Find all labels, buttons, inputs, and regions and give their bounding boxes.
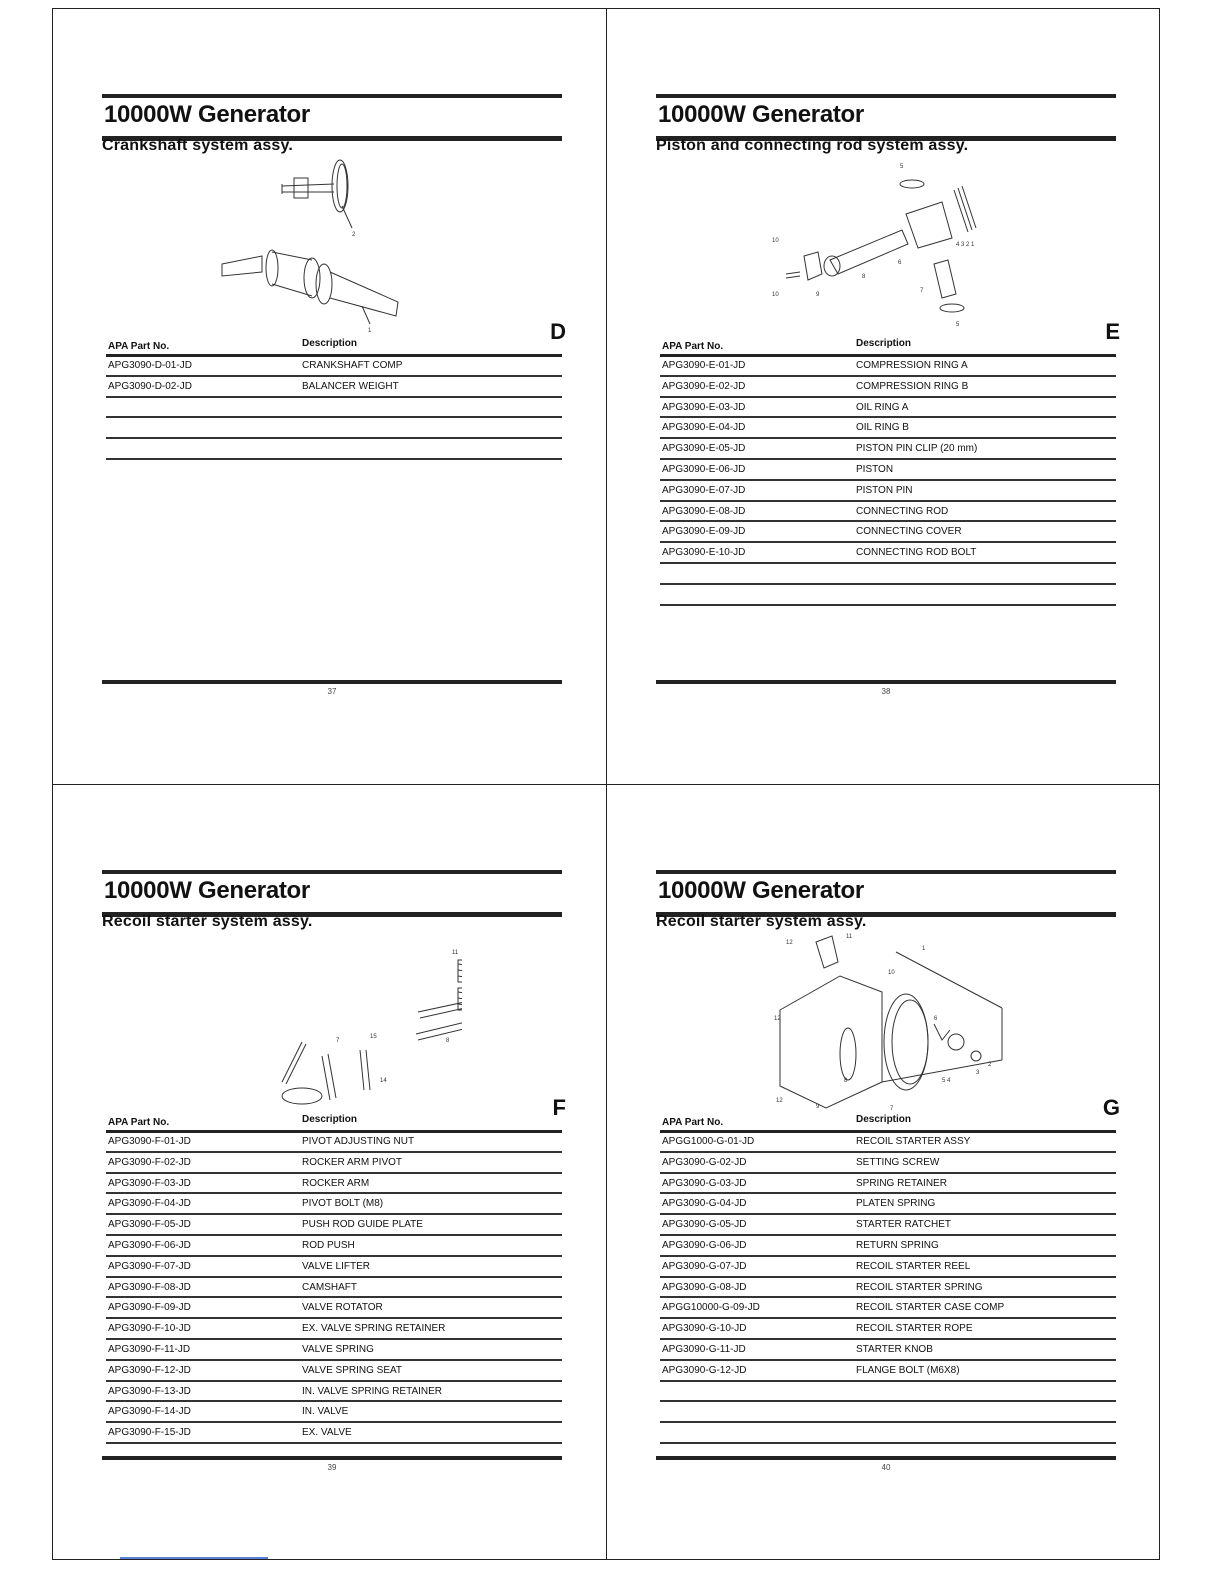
table-row (660, 398, 1116, 419)
svg-text:6: 6 (934, 1016, 938, 1022)
part-description: RECOIL STARTER REEL (856, 1260, 971, 1272)
part-description: VALVE SPRING (302, 1343, 374, 1355)
table-row (106, 1257, 562, 1278)
piston-diagram (756, 156, 1016, 336)
part-number: APG3090-F-07-JD (108, 1260, 191, 1272)
svg-text:4 3 2 1: 4 3 2 1 (956, 242, 975, 248)
svg-text:5: 5 (900, 164, 904, 170)
recoil-starter-diagram (756, 932, 1016, 1112)
table-row (106, 1423, 562, 1444)
svg-text:11: 11 (452, 950, 459, 956)
part-description: COMPRESSION RING B (856, 380, 969, 392)
part-description: RECOIL STARTER CASE COMP (856, 1302, 1005, 1314)
part-description: CONNECTING ROD BOLT (856, 547, 977, 559)
table-row (660, 481, 1116, 502)
page-number: 38 (881, 687, 891, 696)
page-title: 10000W Generator (104, 101, 310, 128)
table-row (660, 1319, 1116, 1340)
part-description: PISTON (856, 463, 894, 475)
part-description: OIL RING A (856, 401, 909, 413)
part-number: APG3090-G-11-JD (662, 1343, 746, 1355)
part-number: APGG1000-G-01-JD (662, 1136, 755, 1147)
header-description: Description (856, 1114, 912, 1125)
part-description: CAMSHAFT (302, 1281, 357, 1293)
part-number: APG3090-F-04-JD (108, 1198, 191, 1210)
parts-table (106, 356, 562, 460)
page-subtitle: Piston and connecting rod system assy. (656, 137, 969, 154)
page-title: 10000W Generator (658, 877, 864, 904)
footer-rule (656, 680, 1116, 684)
table-row (660, 1361, 1116, 1382)
svg-text:8: 8 (446, 1038, 450, 1044)
part-number: APG3090-G-08-JD (662, 1281, 747, 1293)
table-row (660, 522, 1116, 543)
part-number: APG3090-G-03-JD (662, 1177, 747, 1189)
table-row (660, 1257, 1116, 1278)
table-header (660, 338, 1116, 357)
part-number: APG3090-G-05-JD (662, 1219, 747, 1231)
table-row (106, 377, 562, 398)
part-number: APG3090-F-01-JD (108, 1136, 191, 1147)
table-row (660, 564, 1116, 585)
part-number: APG3090-F-11-JD (108, 1343, 191, 1355)
table-header (106, 1114, 562, 1133)
header-part-no: APA Part No. (108, 341, 170, 352)
part-description: IN. VALVE SPRING RETAINER (302, 1385, 443, 1397)
part-description: RECOIL STARTER ASSY (856, 1136, 971, 1147)
svg-text:5: 5 (956, 322, 960, 328)
footer-rule (102, 1456, 562, 1460)
svg-text:12: 12 (776, 1098, 783, 1104)
part-description: CONNECTING COVER (856, 526, 962, 538)
table-row (106, 1402, 562, 1423)
svg-text:7: 7 (920, 288, 924, 294)
svg-text:11: 11 (846, 934, 853, 940)
svg-text:5 4: 5 4 (942, 1078, 951, 1084)
table-row (106, 398, 562, 419)
part-description: CONNECTING ROD (856, 505, 949, 517)
part-description: PLATEN SPRING (856, 1198, 936, 1210)
svg-text:1: 1 (922, 946, 926, 952)
table-row (660, 377, 1116, 398)
part-number: APG3090-F-14-JD (108, 1406, 191, 1418)
table-row (660, 543, 1116, 564)
page-subtitle: Recoil starter system assy. (102, 913, 313, 930)
part-description: OIL RING B (856, 422, 909, 434)
part-description: ROCKER ARM PIVOT (302, 1156, 403, 1168)
part-number: APG3090-F-02-JD (108, 1156, 191, 1168)
blue-underline (120, 1557, 268, 1559)
table-row (106, 1236, 562, 1257)
part-description: IN. VALVE (302, 1406, 349, 1418)
part-number: APG3090-E-05-JD (662, 443, 746, 455)
page-subtitle: Crankshaft system assy. (102, 137, 294, 154)
part-description: SPRING RETAINER (856, 1177, 947, 1189)
table-row (106, 1319, 562, 1340)
table-row (660, 502, 1116, 523)
part-number: APG3090-F-10-JD (108, 1323, 191, 1335)
page-number: 39 (327, 1463, 337, 1472)
parts-table (660, 1132, 1116, 1444)
crankshaft-diagram (202, 156, 462, 336)
part-description: RECOIL STARTER SPRING (856, 1281, 983, 1293)
footer-rule (656, 1456, 1116, 1460)
section-letter: D (550, 319, 566, 344)
page-title-bar (656, 94, 1116, 141)
table-row (660, 418, 1116, 439)
footer-rule (102, 680, 562, 684)
table-row (660, 1423, 1116, 1444)
part-description: SETTING SCREW (856, 1156, 940, 1168)
part-number: APG3090-E-06-JD (662, 463, 746, 475)
table-row (660, 356, 1116, 377)
part-number: APG3090-E-04-JD (662, 422, 746, 434)
part-number: APG3090-F-06-JD (108, 1239, 191, 1251)
part-description: RETURN SPRING (856, 1239, 939, 1251)
page-title: 10000W Generator (104, 877, 310, 904)
part-number: APG3090-F-08-JD (108, 1281, 191, 1293)
table-row (106, 356, 562, 377)
table-header (660, 1114, 1116, 1133)
svg-text:14: 14 (380, 1078, 387, 1084)
part-number: APG3090-G-02-JD (662, 1156, 747, 1168)
svg-text:10: 10 (888, 970, 895, 976)
table-header (106, 338, 562, 357)
page-title: 10000W Generator (658, 101, 864, 128)
page-subtitle: Recoil starter system assy. (656, 913, 867, 930)
page-title-bar (102, 870, 562, 917)
table-row (660, 460, 1116, 481)
parts-table (106, 1132, 562, 1444)
table-row (660, 1194, 1116, 1215)
part-description: COMPRESSION RING A (856, 360, 968, 371)
page-number: 40 (881, 1463, 891, 1472)
part-number: APG3090-E-02-JD (662, 380, 746, 392)
svg-text:9: 9 (816, 292, 820, 298)
part-description: VALVE ROTATOR (302, 1302, 383, 1314)
svg-text:2: 2 (352, 232, 356, 238)
svg-text:6: 6 (898, 260, 902, 266)
part-number: APG3090-G-07-JD (662, 1260, 747, 1272)
table-row (106, 1278, 562, 1299)
part-number: APG3090-G-10-JD (662, 1323, 747, 1335)
svg-text:8: 8 (862, 274, 866, 280)
part-description: PIVOT ADJUSTING NUT (302, 1136, 415, 1147)
part-number: APG3090-D-02-JD (108, 380, 192, 392)
part-number: APG3090-E-01-JD (662, 360, 746, 371)
table-row (660, 1215, 1116, 1236)
table-row (106, 418, 562, 439)
table-row (106, 1174, 562, 1195)
table-row (660, 1153, 1116, 1174)
header-description: Description (302, 1114, 358, 1125)
table-row (106, 1382, 562, 1403)
table-row (660, 1132, 1116, 1153)
header-description: Description (302, 338, 358, 349)
part-number: APG3090-E-03-JD (662, 401, 746, 413)
part-number: APG3090-F-03-JD (108, 1177, 191, 1189)
svg-text:15: 15 (370, 1034, 377, 1040)
page-number: 37 (327, 687, 337, 696)
table-row (106, 1361, 562, 1382)
parts-table (660, 356, 1116, 606)
header-part-no: APA Part No. (108, 1117, 170, 1128)
table-row (660, 1402, 1116, 1423)
table-row (660, 585, 1116, 606)
horizontal-divider (52, 784, 1160, 785)
table-row (660, 1382, 1116, 1403)
table-row (106, 439, 562, 460)
part-description: CRANKSHAFT COMP (302, 360, 403, 371)
table-row (660, 1278, 1116, 1299)
part-number: APG3090-E-08-JD (662, 505, 746, 517)
svg-text:12: 12 (774, 1016, 781, 1022)
part-number: APG3090-F-12-JD (108, 1364, 191, 1376)
part-description: PIVOT BOLT (M8) (302, 1198, 384, 1210)
part-number: APG3090-F-09-JD (108, 1302, 191, 1314)
valve-train-diagram (202, 932, 462, 1112)
part-description: BALANCER WEIGHT (302, 380, 399, 392)
page-title-bar (656, 870, 1116, 917)
part-number: APG3090-D-01-JD (108, 360, 192, 371)
part-description: VALVE SPRING SEAT (302, 1364, 403, 1376)
table-row (660, 1340, 1116, 1361)
svg-text:10: 10 (772, 292, 779, 298)
part-number: APG3090-G-06-JD (662, 1239, 747, 1251)
svg-text:8: 8 (844, 1078, 848, 1084)
part-number: APG3090-F-13-JD (108, 1385, 191, 1397)
section-letter: G (1102, 1095, 1120, 1120)
part-number: APG3090-G-12-JD (662, 1364, 747, 1376)
table-row (660, 439, 1116, 460)
part-description: PISTON PIN CLIP (20 mm) (856, 443, 978, 455)
part-number: APGG10000-G-09-JD (662, 1302, 760, 1314)
svg-text:9: 9 (816, 1104, 820, 1110)
part-number: APG3090-F-05-JD (108, 1219, 191, 1231)
part-description: STARTER RATCHET (856, 1219, 952, 1231)
part-description: RECOIL STARTER ROPE (856, 1323, 973, 1335)
part-description: EX. VALVE (302, 1427, 352, 1439)
section-letter: E (1105, 319, 1120, 344)
table-row (106, 1132, 562, 1153)
part-number: APG3090-E-07-JD (662, 484, 746, 496)
part-description: FLANGE BOLT (M6X8) (856, 1364, 960, 1376)
section-letter: F (552, 1095, 566, 1120)
part-description: PUSH ROD GUIDE PLATE (302, 1219, 423, 1231)
part-description: ROCKER ARM (302, 1177, 370, 1189)
part-description: ROD PUSH (302, 1239, 355, 1251)
table-row (106, 1153, 562, 1174)
svg-text:10: 10 (772, 238, 779, 244)
page-valve-train (102, 870, 566, 1510)
table-row (106, 1340, 562, 1361)
table-row (106, 1298, 562, 1319)
svg-text:7: 7 (890, 1106, 894, 1112)
part-description: STARTER KNOB (856, 1343, 933, 1355)
part-description: VALVE LIFTER (302, 1260, 370, 1272)
part-number: APG3090-G-04-JD (662, 1198, 747, 1210)
svg-text:1: 1 (368, 328, 372, 334)
part-number: APG3090-E-09-JD (662, 526, 746, 538)
header-part-no: APA Part No. (662, 1117, 724, 1128)
page-piston (656, 94, 1120, 734)
page-title-bar (102, 94, 562, 141)
page-recoil-starter (656, 870, 1120, 1510)
page-crankshaft (102, 94, 566, 734)
table-row (660, 1174, 1116, 1195)
svg-text:3: 3 (976, 1070, 980, 1076)
svg-text:2: 2 (988, 1062, 992, 1068)
table-row (660, 1298, 1116, 1319)
header-part-no: APA Part No. (662, 341, 724, 352)
table-row (660, 1236, 1116, 1257)
part-number: APG3090-E-10-JD (662, 547, 746, 559)
part-description: PISTON PIN (856, 484, 913, 496)
svg-text:12: 12 (786, 940, 793, 946)
part-number: APG3090-F-15-JD (108, 1427, 191, 1439)
part-description: EX. VALVE SPRING RETAINER (302, 1323, 446, 1335)
header-description: Description (856, 338, 912, 349)
table-row (106, 1194, 562, 1215)
table-row (106, 1215, 562, 1236)
svg-text:7: 7 (336, 1038, 340, 1044)
